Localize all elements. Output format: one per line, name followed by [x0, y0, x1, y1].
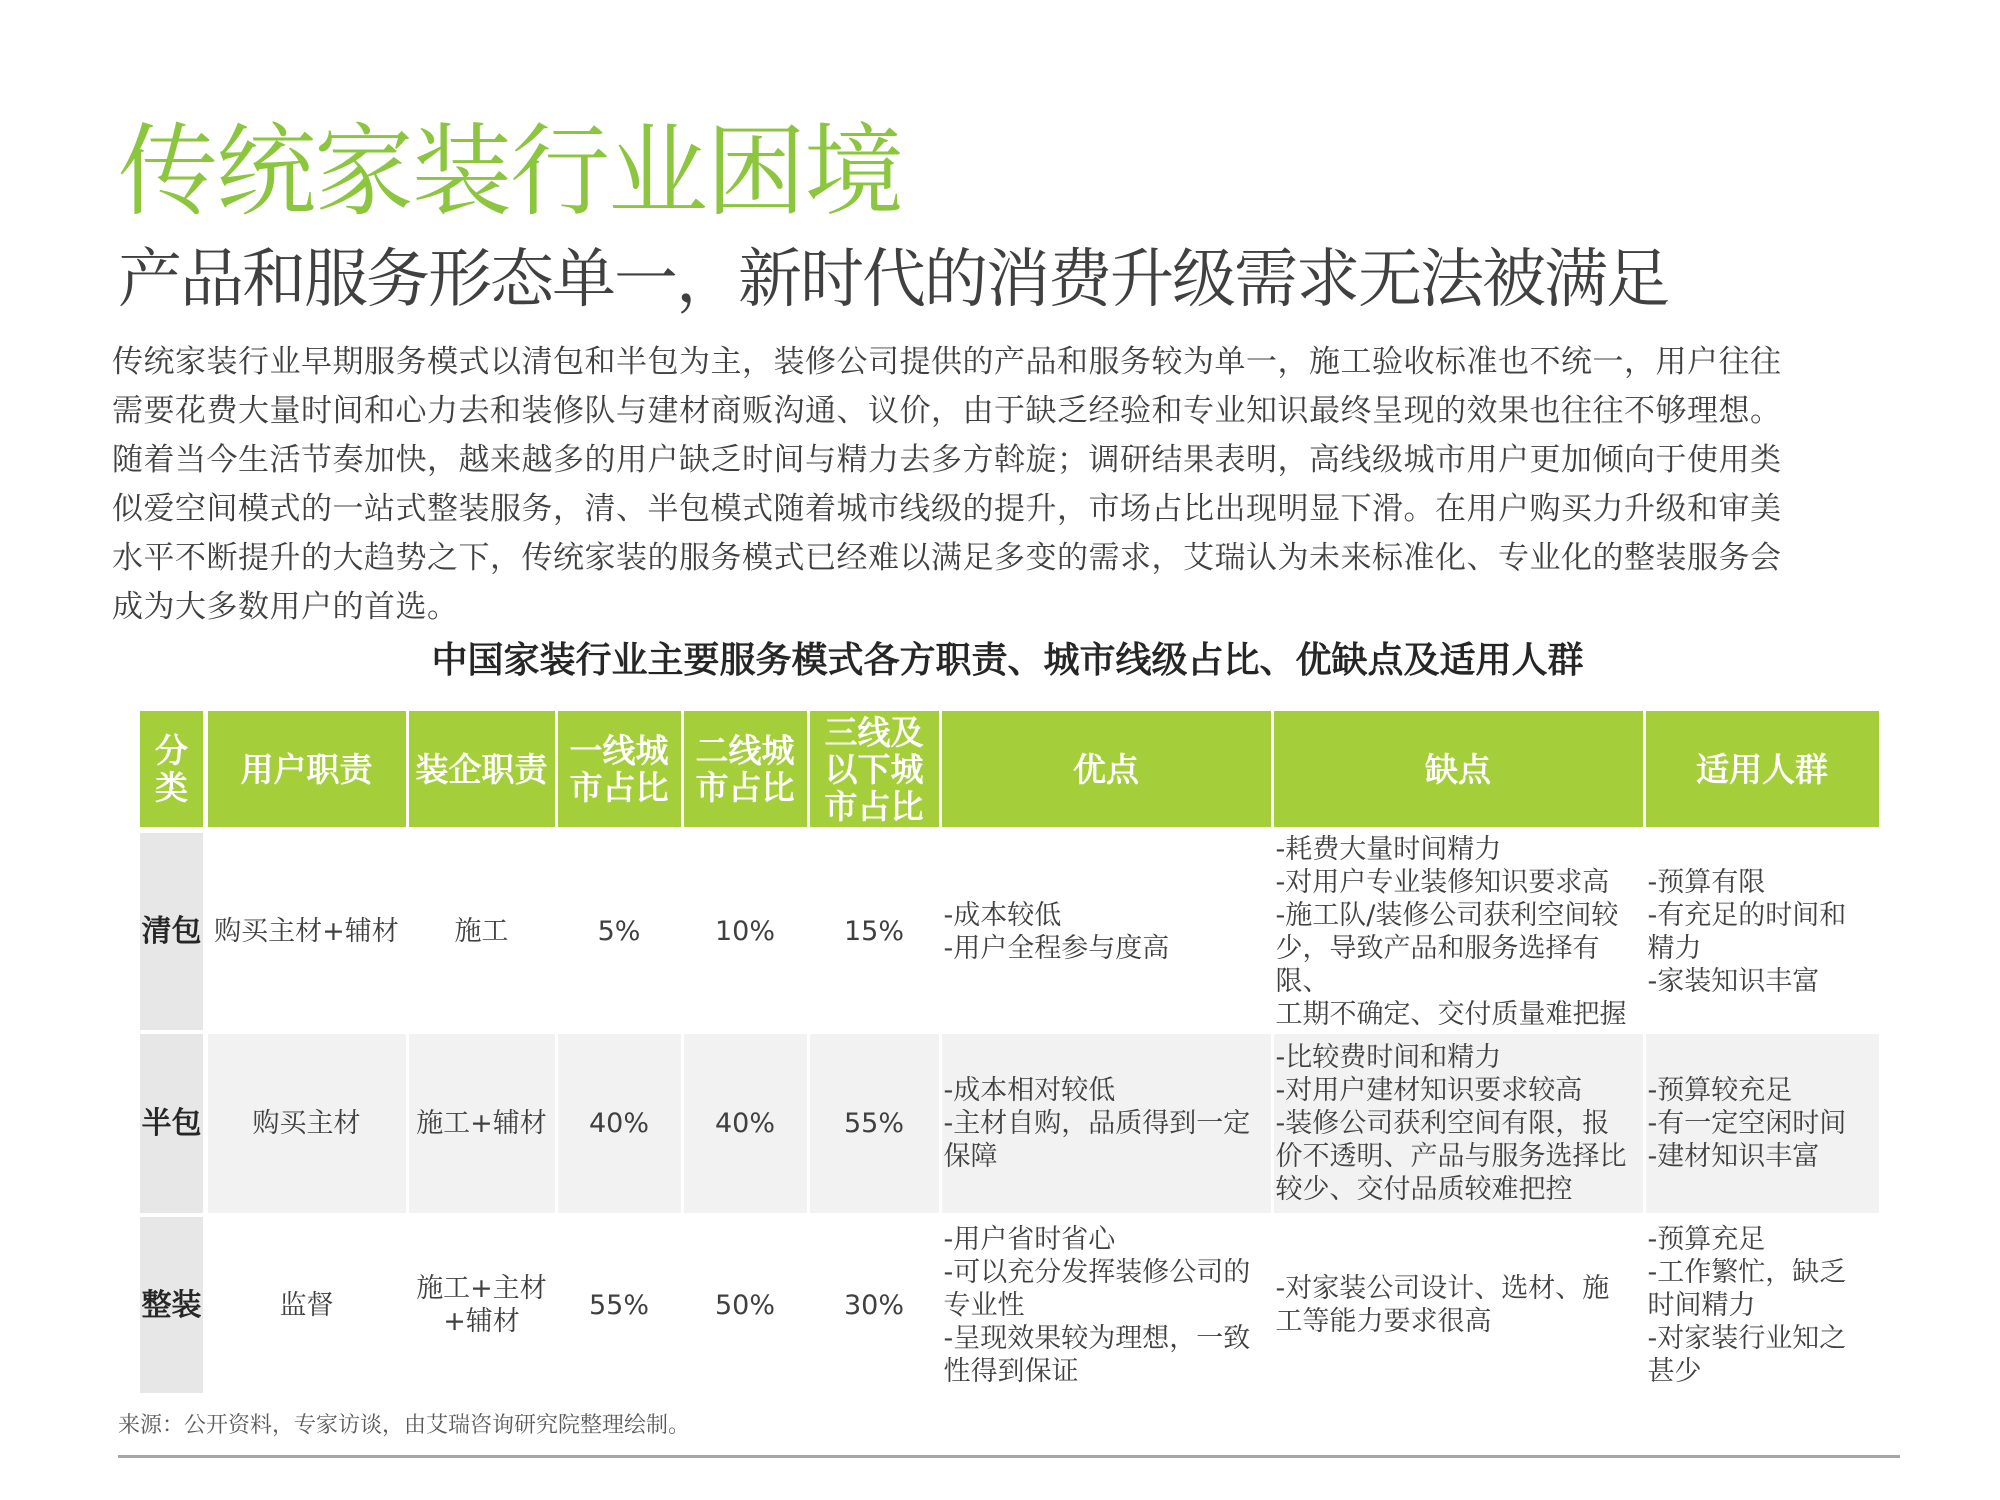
intro-line: 传统家装行业早期服务模式以清包和半包为主，装修公司提供的产品和服务较为单一，施工验收标准也不统一，用户往往: [112, 344, 1782, 380]
table-cell-text: 5%: [597, 916, 641, 947]
table-cell-text: 30%: [843, 1289, 904, 1321]
table-cell-tier3-share: [810, 833, 939, 1030]
table-cell-text: 10%: [714, 916, 775, 947]
table-cell-text: -预算有限 -有充足的时间和 精力 -家装知识丰富: [1647, 866, 1847, 997]
table-cell-text: -预算充足 -工作繁忙，缺乏 时间精力 -对家装行业知之 甚少: [1647, 1223, 1847, 1387]
table-cell-category: [140, 1034, 203, 1213]
table-cell-company-duty: [409, 833, 555, 1030]
table-cell-text: 55%: [843, 1108, 904, 1139]
table-header-cons: [1274, 711, 1643, 827]
table-cell-pros: [942, 833, 1271, 1030]
table-header-label: 装企职责: [415, 749, 548, 789]
table-cell-category: [140, 833, 203, 1030]
table-header-user-duty: [208, 711, 406, 827]
intro-line: 需要花费大量时间和心力去和装修队与建材商贩沟通、议价，由于缺乏经验和专业知识最终呈现的效果也往往不够理想。: [112, 393, 1782, 429]
table-cell-cons: [1274, 1217, 1643, 1393]
table-header-label: 用户职责: [240, 749, 373, 789]
intro-line: 随着当今生活节奏加快，越来越多的用户缺乏时间与精力去多方斡旋；调研结果表明，高线级城市用户更加倾向于使用类: [112, 442, 1782, 478]
table-cell-audience: [1646, 1217, 1879, 1393]
table-cell-text: 清包: [141, 914, 202, 949]
table-header-label: 一线城 市占比: [569, 731, 669, 807]
table-cell-text: -对家装公司设计、选材、施 工等能力要求很高: [1275, 1273, 1610, 1337]
table-header-tier3-share: [810, 711, 939, 827]
table-cell-text: 施工+辅材: [416, 1108, 547, 1139]
table-cell-tier2-share: [684, 1217, 807, 1393]
table-cell-audience: [1646, 833, 1879, 1030]
table-header-audience: [1646, 711, 1879, 827]
table-cell-user-duty: [208, 833, 406, 1030]
source-note: 来源：公开资料，专家访谈，由艾瑞咨询研究院整理绘制。: [118, 1413, 691, 1438]
table-cell-company-duty: [409, 1034, 555, 1213]
table-cell-text: 购买主材+辅材: [214, 916, 399, 947]
table-title: 中国家装行业主要服务模式各方职责、城市线级占比、优缺点及适用人群: [431, 640, 1584, 681]
table-cell-text: 40%: [714, 1108, 775, 1139]
intro-line: 似爱空间模式的一站式整装服务，清、半包模式随着城市线级的提升，市场占比出现明显下滑。在用户购买力升级和审美: [112, 491, 1782, 527]
table-cell-text: 55%: [588, 1289, 649, 1321]
table-cell-cons: [1274, 833, 1643, 1030]
table-cell-text: -比较费时间和精力 -对用户建材知识要求较高 -装修公司获利空间有限，报 价不透明、产品与服务选择比 较少、交付品质较难把控: [1275, 1042, 1627, 1205]
table-header-tier2-share: [684, 711, 807, 827]
table-cell-pros: [942, 1217, 1271, 1393]
table-cell-text: -用户省时省心 -可以充分发挥装修公司的 专业性 -呈现效果较为理想，一致 性得到保证: [943, 1223, 1251, 1387]
footer-divider: [118, 1455, 1900, 1458]
intro-line: 成为大多数用户的首选。: [112, 589, 459, 625]
table-cell-pros: [942, 1034, 1271, 1213]
table-header-label: 优点: [1073, 749, 1139, 789]
table-header-label: 二线城 市占比: [695, 731, 795, 807]
table-cell-tier1-share: [558, 1217, 681, 1393]
table-cell-tier2-share: [684, 1034, 807, 1213]
table-cell-text: 40%: [588, 1108, 649, 1139]
table-header-pros: [942, 711, 1271, 827]
table-cell-tier3-share: [810, 1034, 939, 1213]
table-header-label: 缺点: [1425, 749, 1491, 789]
table-cell-category: [140, 1217, 203, 1393]
table-cell-user-duty: [208, 1034, 406, 1213]
table-cell-company-duty: [409, 1217, 555, 1393]
table-cell-tier2-share: [684, 833, 807, 1030]
table-cell-text: 购买主材: [252, 1108, 361, 1139]
table-header-label: 三线及 以下城 市占比: [824, 712, 924, 826]
table-cell-audience: [1646, 1034, 1879, 1213]
table-cell-tier1-share: [558, 1034, 681, 1213]
table-cell-tier3-share: [810, 1217, 939, 1393]
table-cell-text: 15%: [843, 916, 904, 947]
table-cell-text: -成本相对较低 -主材自购，品质得到一定 保障: [943, 1075, 1251, 1172]
table-cell-text: 监督: [279, 1289, 334, 1321]
table-cell-text: -耗费大量时间精力 -对用户专业装修知识要求高 -施工队/装修公司获利空间较 少，导致产品和服务选择有限、 工期不确定、交付质量难把握: [1275, 833, 1627, 1030]
table-header-tier1-share: [558, 711, 681, 827]
table-cell-text: 整装: [141, 1287, 202, 1323]
table-header-company-duty: [409, 711, 555, 827]
table-cell-text: 施工: [454, 916, 509, 947]
table-cell-cons: [1274, 1034, 1643, 1213]
table-cell-user-duty: [208, 1217, 406, 1393]
page-subtitle: 产品和服务形态单一，新时代的消费升级需求无法被满足: [118, 243, 1668, 317]
table-header-label: 适用人群: [1696, 749, 1828, 789]
table-header-label: 分类: [155, 731, 188, 807]
table-cell-text: 半包: [141, 1106, 202, 1141]
table-cell-text: 施工+主材 +辅材: [416, 1273, 547, 1337]
table-cell-text: -预算较充足 -有一定空闲时间 -建材知识丰富: [1647, 1075, 1847, 1172]
table-header-category: [140, 711, 203, 827]
intro-line: 水平不断提升的大趋势之下，传统家装的服务模式已经难以满足多变的需求，艾瑞认为未来标准化、专业化的整装服务会: [112, 540, 1782, 576]
table-cell-text: 50%: [714, 1289, 775, 1321]
page-title: 传统家装行业困境: [118, 113, 902, 230]
table-cell-tier1-share: [558, 833, 681, 1030]
table-cell-text: -成本较低 -用户全程参与度高: [943, 899, 1170, 964]
